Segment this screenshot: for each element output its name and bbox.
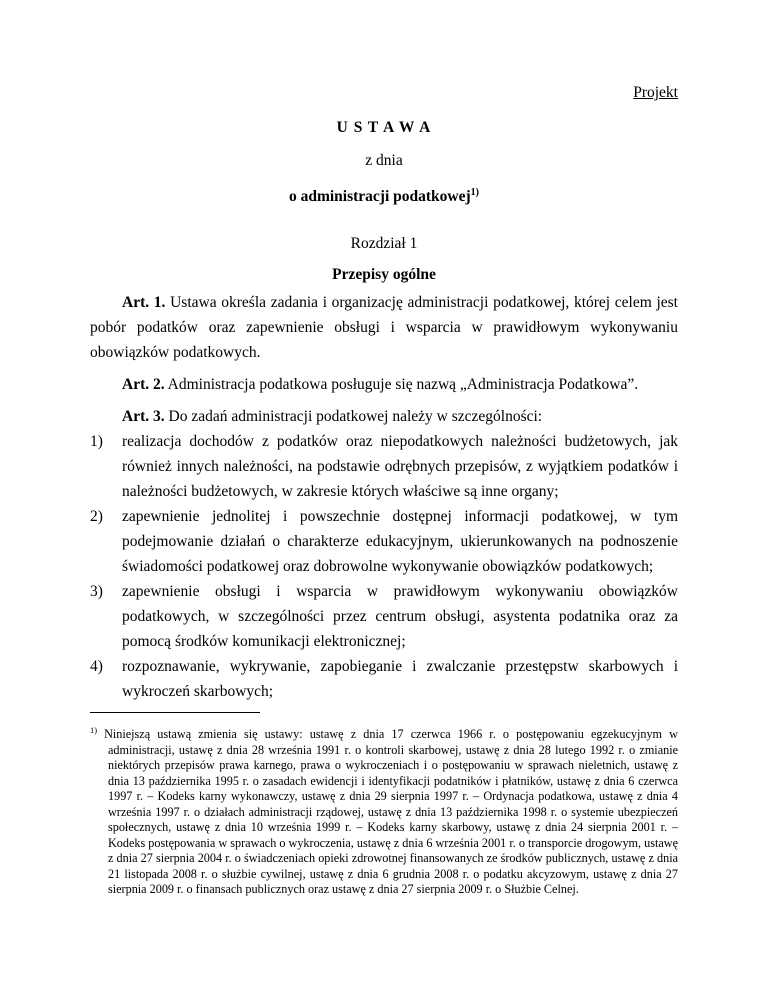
- article-1-paragraph: [90, 290, 678, 365]
- footnote-section: [90, 712, 678, 898]
- subject-text: o administracji podatkowej: [288, 188, 471, 206]
- footnote-reference: 1): [470, 187, 480, 198]
- article-3-label: Art. 3.: [122, 408, 165, 426]
- list-item: [90, 654, 678, 704]
- article-3-text: Do zadań administracji podatkowej należy w szczególności:: [164, 408, 543, 426]
- chapter-title: Przepisy ogólne: [332, 266, 436, 284]
- article-1-text: Ustawa określa zadania i organizację administracji podatkowej, której celem jest pobór podatków oraz zapewnienie obsługi i wsparcia w prawidłowym wykonywaniu obowiązków podatkowych.: [90, 294, 678, 362]
- footnote-marker: 1): [90, 725, 98, 735]
- chapter-number: Rozdział 1: [350, 235, 418, 253]
- article-1-label: Art. 1.: [122, 294, 166, 312]
- footnote-separator: [90, 712, 260, 713]
- list-item-text: zapewnienie obsługi i wsparcia w prawidłowym wykonywaniu obowiązków podatkowych, w szczególności przez centrum obsługi, asystenta podatnika oraz za pomocą środków komunikacji elektronicznej;: [122, 583, 678, 651]
- list-item-number: 4): [90, 658, 103, 676]
- list-item: [90, 504, 678, 579]
- article-2-text: Administracja podatkowa posługuje się nazwą „Administracja Podatkowa”.: [164, 376, 639, 394]
- footnote-paragraph: [90, 723, 678, 898]
- list-item-number: 2): [90, 508, 103, 526]
- list-item-number: 3): [90, 583, 103, 601]
- article-2-paragraph: [90, 372, 678, 397]
- footnote-text: Niniejszą ustawą zmienia się ustawy: ustawę z dnia 17 czerwca 1966 r. o postępowaniu egzekucyjnym w administracji, ustawę z dnia 28 września 1991 r. o kontroli skarbowej, ustawę z dnia 28 lutego 1992 r. o zmianie niektórych przepisów prawa karnego, prawa o wykroczeniach i o postępowaniu w sprawach nieletnich, ustawę z dnia 13 października 1995 r. o zasadach ewidencji i identyfikacji podatników i płatników, ustawę z dnia 6 czerwca 1997 r. – Kodeks karny wykonawczy, ustawę z dnia 29 sierpnia 1997 r. – Ordynacja podatkowa, ustawę z dnia 4 września 1997 r. o działach administracji rządowej, ustawę z dnia 13 października 1998 r. o systemie ubezpieczeń społecznych, ustawę z dnia 10 września 1999 r. – Kodeks karny skarbowy, ustawę z dnia 24 sierpnia 2001 r. – Kodeks postępowania w sprawach o wykroczenia, ustawę z dnia 6 września 2001 r. o transporcie drogowym, ustawę z dnia 27 sierpnia 2004 r. o świadczeniach opieki zdrowotnej finansowanych ze środków publicznych, ustawę z dnia 21 listopada 2008 r. o służbie cywilnej, ustawę z dnia 6 grudnia 2008 r. o podatku akcyzowym, ustawę z dnia 27 sierpnia 2009 r. o finansach publicznych oraz ustawę z dnia 27 sierpnia 2009 r. o Służbie Celnej.: [104, 727, 678, 897]
- law-title: U S T A W A: [336, 119, 432, 136]
- article-3-list: [90, 429, 678, 704]
- article-3-paragraph: [90, 404, 678, 429]
- subject-line: [90, 180, 678, 209]
- list-item-text: rozpoznawanie, wykrywanie, zapobieganie i zwalczanie przestępstw skarbowych i wykroczeń skarbowych;: [122, 658, 678, 701]
- list-item-text: zapewnienie jednolitej i powszechnie dostępnej informacji podatkowej, w tym podejmowanie działań o charakterze edukacyjnym, ukierunkowanych na podnoszenie świadomości podatkowej oraz dobrowolne wykonywanie obowiązków podatkowych;: [122, 508, 678, 576]
- project-label-line: [90, 80, 678, 105]
- list-item-text: realizacja dochodów z podatków oraz niepodatkowych należności budżetowych, jak również innych należności, na podstawie odrębnych przepisów, z wyjątkiem podatków i należności budżetowych, w zakresie których właściwe są inne organy;: [122, 433, 678, 501]
- date-line: z dnia: [365, 152, 403, 169]
- list-item: [90, 429, 678, 504]
- article-2-label: Art. 2.: [122, 376, 165, 394]
- list-item: [90, 579, 678, 654]
- list-item-number: 1): [90, 433, 103, 451]
- project-label: Projekt: [633, 84, 678, 101]
